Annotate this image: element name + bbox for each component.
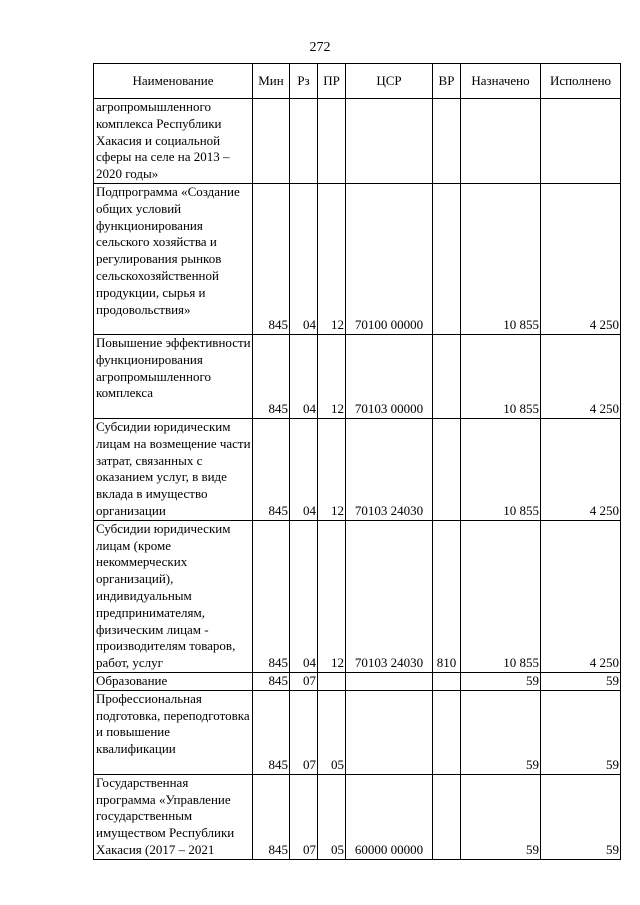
row-csr [346, 99, 433, 184]
header-vr: ВР [433, 64, 461, 99]
row-rz: 04 [290, 183, 318, 334]
row-pr: 05 [318, 690, 346, 774]
row-vr [433, 334, 461, 418]
table-row [94, 334, 621, 418]
row-rz: 04 [290, 334, 318, 418]
row-rz: 04 [290, 520, 318, 672]
row-csr: 70103 24030 [346, 520, 433, 672]
header-pr: ПР [318, 64, 346, 99]
row-assigned: 10 855 [461, 418, 541, 520]
row-csr: 70103 24030 [346, 418, 433, 520]
header-rz: Рз [290, 64, 318, 99]
row-executed: 4 250 [541, 418, 621, 520]
row-name: Субсидии юридическим лицам на возмещение части затрат, связанных с оказанием услуг, в виде вклада в имущество организации [94, 418, 253, 520]
row-executed: 4 250 [541, 520, 621, 672]
row-min [253, 99, 290, 184]
row-vr [433, 183, 461, 334]
row-rz: 07 [290, 672, 318, 690]
row-name: Профессиональная подготовка, переподготовка и повышение квалификации [94, 690, 253, 774]
row-vr: 810 [433, 520, 461, 672]
row-name: Образование [94, 672, 253, 690]
table-row [94, 672, 621, 690]
row-rz: 07 [290, 690, 318, 774]
row-rz [290, 99, 318, 184]
row-pr: 12 [318, 183, 346, 334]
table-row [94, 690, 621, 774]
budget-table [93, 63, 621, 860]
row-vr [433, 690, 461, 774]
row-name: Государственная программа «Управление государственным имуществом Республики Хакасия (2017 – 2021 [94, 774, 253, 859]
row-assigned: 10 855 [461, 183, 541, 334]
row-assigned: 10 855 [461, 334, 541, 418]
header-csr: ЦСР [346, 64, 433, 99]
row-assigned [461, 99, 541, 184]
page-number: 272 [309, 40, 331, 55]
row-executed: 59 [541, 774, 621, 859]
row-pr: 12 [318, 520, 346, 672]
row-name: агропромышленного комплекса Республики Хакасия и социальной сферы на селе на 2013 – 2020 годы» [94, 99, 253, 184]
row-pr: 05 [318, 774, 346, 859]
header-min: Мин [253, 64, 290, 99]
row-vr [433, 774, 461, 859]
row-min: 845 [253, 520, 290, 672]
row-csr: 70100 00000 [346, 183, 433, 334]
row-min: 845 [253, 672, 290, 690]
row-executed [541, 99, 621, 184]
row-executed: 4 250 [541, 183, 621, 334]
row-pr [318, 99, 346, 184]
row-rz: 04 [290, 418, 318, 520]
row-vr [433, 672, 461, 690]
row-name: Повышение эффективности функционирования агропромышленного комплекса [94, 334, 253, 418]
row-assigned: 59 [461, 672, 541, 690]
row-vr [433, 99, 461, 184]
row-csr: 70103 00000 [346, 334, 433, 418]
row-assigned: 59 [461, 774, 541, 859]
row-csr: 60000 00000 [346, 774, 433, 859]
table-row [94, 183, 621, 334]
header-assigned: Назначено [461, 64, 541, 99]
row-executed: 4 250 [541, 334, 621, 418]
row-min: 845 [253, 418, 290, 520]
row-pr: 12 [318, 334, 346, 418]
row-csr [346, 672, 433, 690]
row-min: 845 [253, 690, 290, 774]
row-pr: 12 [318, 418, 346, 520]
row-min: 845 [253, 183, 290, 334]
row-min: 845 [253, 774, 290, 859]
row-vr [433, 418, 461, 520]
row-name: Субсидии юридическим лицам (кроме некоммерческих организаций), индивидуальным предпринимателям, физическим лицам - производителям товаров, работ, услуг [94, 520, 253, 672]
header-executed: Исполнено [541, 64, 621, 99]
row-min: 845 [253, 334, 290, 418]
row-executed: 59 [541, 690, 621, 774]
table-row [94, 774, 621, 859]
row-rz: 07 [290, 774, 318, 859]
row-pr [318, 672, 346, 690]
row-csr [346, 690, 433, 774]
table-row [94, 99, 621, 184]
row-executed: 59 [541, 672, 621, 690]
table-row [94, 520, 621, 672]
header-row [94, 64, 621, 99]
table-row [94, 418, 621, 520]
row-assigned: 10 855 [461, 520, 541, 672]
row-name: Подпрограмма «Создание общих условий функционирования сельского хозяйства и регулирования рынков сельскохозяйственной продукции, сырья и продовольствия» [94, 183, 253, 334]
header-name: Наименование [94, 64, 253, 99]
row-assigned: 59 [461, 690, 541, 774]
